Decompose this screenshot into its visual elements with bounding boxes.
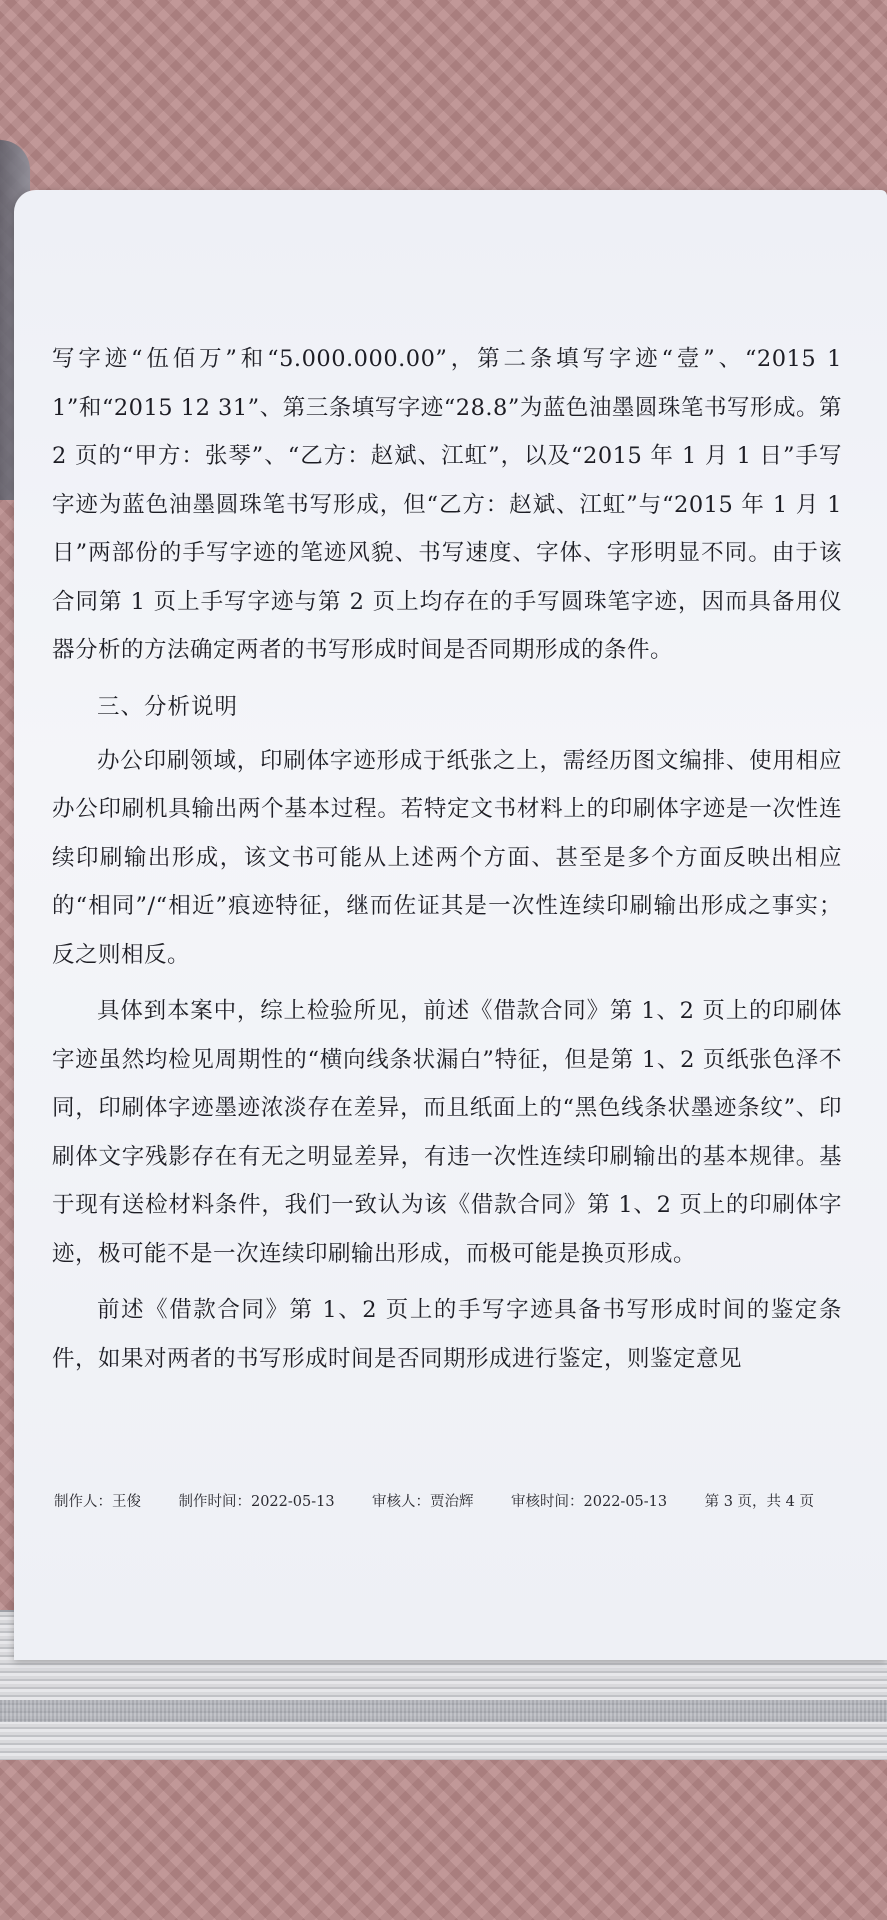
page-stack-edge <box>0 1700 887 1722</box>
footer-make-time: 制作时间：2022-05-13 <box>178 1494 335 1510</box>
paragraph-printing-principle: 办公印刷领域，印刷体字迹形成于纸张之上，需经历图文编排、使用相应办公印刷机具输出两个基本过程。若特定文书材料上的印刷体字迹是一次性连续印刷输出形成，该文书可能从上述两个方面、甚至是多个方面反映出相应的“相同”/“相近”痕迹特征，继而佐证其是一次性连续印刷输出形成之事实；反之则相反。 <box>52 747 842 968</box>
paragraph-continuation: 写字迹“伍佰万”和“5.000.000.00”，第二条填写字迹“壹”、“2015 1 1”和“2015 12 31”、第三条填写字迹“28.8”为蓝色油墨圆珠笔书写形成。第 2 页的“甲方：张琴”、“乙方：赵斌、江虹”，以及“2015 年 1 月 1 日”手写字迹为蓝色油墨圆珠笔书写形成，但“乙方：赵斌、江虹”与“2015 年 1 月 1 日”两部份的手写字迹的笔迹风貌、书写速度、字体、字形明显不同。由于该合同第 1 页上手写字迹与第 2 页上均存在的手写圆珠笔字迹，因而具备用仪器分析的方法确定两者的书写形成时间是否同期形成的条件。 <box>52 346 842 663</box>
footer-maker: 制作人：王俊 <box>54 1494 141 1510</box>
footer-reviewer: 审核人：贾治辉 <box>372 1494 474 1510</box>
section-heading: 三、分析说明 <box>97 693 239 720</box>
footer-page-info: 第 3 页，共 4 页 <box>704 1494 814 1510</box>
footer-review-time: 审核时间：2022-05-13 <box>511 1494 668 1510</box>
document-body <box>52 335 842 1391</box>
page-footer <box>54 1490 814 1511</box>
paragraph-handwriting-dating: 前述《借款合同》第 1、2 页上的手写字迹具备书写形成时间的鉴定条件，如果对两者的书写形成时间是否同期形成进行鉴定，则鉴定意见 <box>52 1297 842 1372</box>
paragraph-case-analysis: 具体到本案中，综上检验所见，前述《借款合同》第 1、2 页上的印刷体字迹虽然均检见周期性的“横向线条状漏白”特征，但是第 1、2 页纸张色泽不同，印刷体字迹墨迹浓淡存在差异，而且纸面上的“黑色线条状墨迹条纹”、印刷体文字残影存在有无之明显差异，有违一次性连续印刷输出的基本规律。基于现有送检材料条件，我们一致认为该《借款合同》第 1、2 页上的印刷体字迹，极可能不是一次连续印刷输出形成，而极可能是换页形成。 <box>52 998 842 1267</box>
